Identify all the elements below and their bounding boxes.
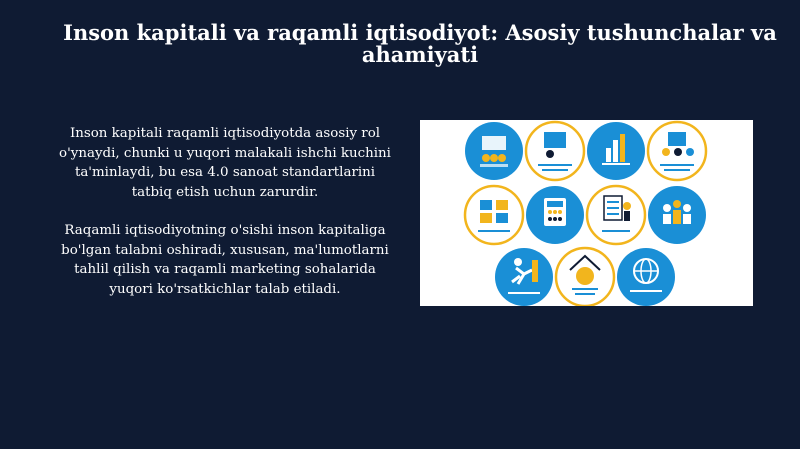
infographic-image: [420, 120, 753, 306]
team-meeting-icon: [648, 122, 706, 180]
slide-title: Inson kapitali va raqamli iqtisodiyot: Asosiy tushunchalar va ahamiyati: [63, 20, 777, 67]
money-bag-icon: [556, 248, 614, 306]
calculator-icon: [526, 186, 584, 244]
conference-icon: [465, 122, 523, 180]
bar-chart-icon: [587, 122, 645, 180]
media-icon: [465, 186, 523, 244]
group-icon: [648, 186, 706, 244]
checklist-icon: [587, 186, 645, 244]
running-icon: [495, 248, 553, 306]
presentation-icon: [526, 122, 584, 180]
globe-icon: [617, 248, 675, 306]
paragraph-1: Inson kapitali raqamli iqtisodiyotda asosiy rol o'ynaydi, chunki u yuqori malakali ishchi kuchini ta'minlaydi, bu esa 4.0 sanoat standartlarini tatbiq etish uchun zarurdir.: [59, 126, 391, 200]
paragraph-2: Raqamli iqtisodiyotning o'sishi inson kapitaliga bo'lgan talabni oshiradi, xususan, ma'lumotlarni tahlil qilish va raqamli marketing sohalarida yuqori ko'rsatkichlar talab etiladi.: [61, 223, 389, 297]
slide-body: [55, 124, 395, 318]
